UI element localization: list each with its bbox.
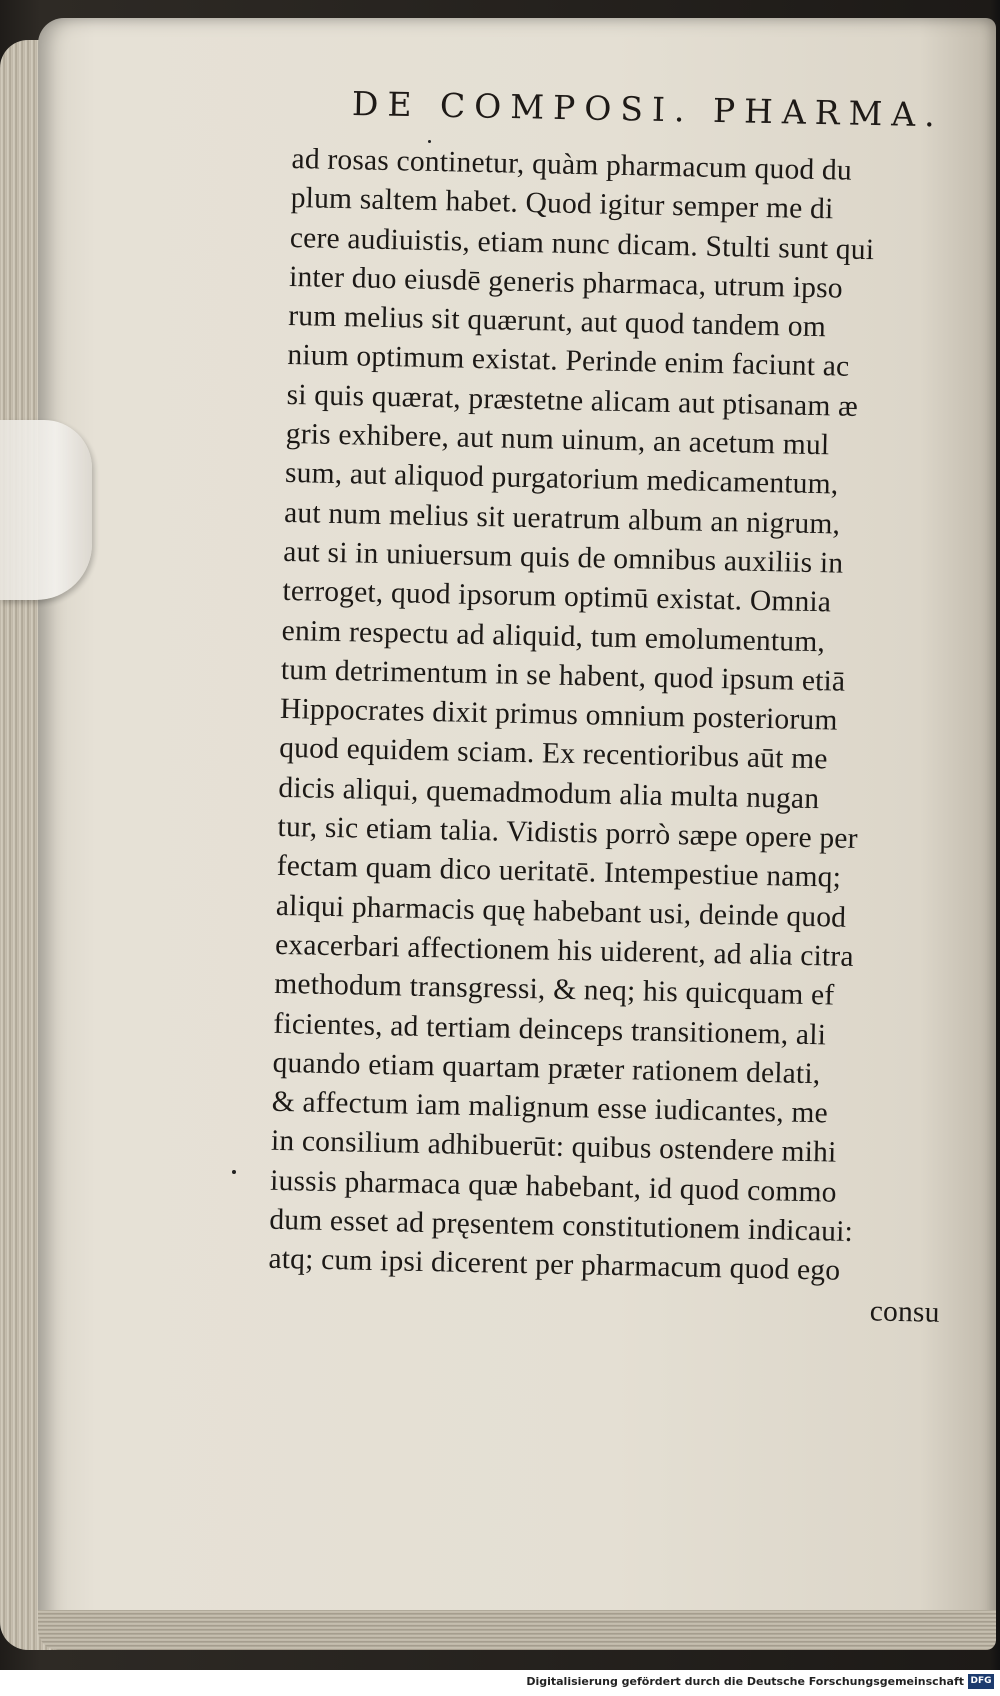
text-line: ficientes, ad tertiam deinceps transitionem, ali [273, 1007, 827, 1051]
text-line: ad rosas continetur, quàm pharmacum quod du [291, 142, 853, 187]
text-line: tum detrimentum in se habent, quod ipsum etiā [280, 653, 846, 698]
text-line: enim respectu ad aliquid, tum emolumentum, [281, 614, 826, 658]
text-line: exacerbari affectionem his uiderent, ad alia citra [274, 928, 855, 973]
running-head: DE COMPOSI. PHARMA. [351, 84, 945, 135]
text-line: & affectum iam malignum esse iudicantes, me [271, 1085, 829, 1130]
digitization-footer [0, 1670, 1000, 1696]
text-line: plum saltem habet. Quod igitur semper me di [290, 182, 834, 226]
text-line: sum, aut aliquod purgatorium medicamentum, [284, 457, 839, 501]
text-line: iussis pharmaca quæ habebant, id quod commo [269, 1164, 837, 1209]
dfg-logo: DFG [968, 1674, 994, 1689]
text-line: gris exhibere, aut num uinum, an acetum mul [285, 418, 830, 462]
ink-speck [232, 1170, 236, 1174]
text-line: in consilium adhibuerūt: quibus ostendere mihi [270, 1125, 837, 1170]
text-line: methodum transgressi, & neq; his quicquam ef [273, 968, 835, 1012]
page-marker-tab [0, 420, 92, 600]
text-line: inter duo eiusdē generis pharmaca, utrum ipso [288, 260, 844, 305]
page-stack-bottom [38, 1610, 996, 1650]
text-line: dum esset ad pręsentem constitutionem indicaui: [269, 1203, 854, 1248]
text-line: cere audiuistis, etiam nunc dicam. Stulti sunt qui [289, 221, 875, 266]
footer-credit: Digitalisierung gefördert durch die Deutsche Forschungsgemeinschaft [526, 1675, 964, 1688]
text-line: aut num melius sit ueratrum album an nigrum, [283, 496, 841, 541]
text-line: quando etiam quartam præter rationem delati, [272, 1046, 821, 1091]
text-line: si quis quærat, præstetne alicam aut ptisanam æ [286, 378, 859, 423]
text-line: terroget, quod ipsorum optimū existat. Omnia [282, 575, 832, 619]
text-line: nium optimum existat. Perinde enim faciunt ac [287, 339, 850, 384]
body-text [267, 140, 982, 1333]
text-line: aliqui pharmacis quę habebant usi, deinde quod [275, 889, 847, 934]
text-line: Hippocrates dixit primus omnium posteriorum [279, 693, 838, 737]
text-line: quod equidem sciam. Ex recentioribus aūt me [278, 732, 828, 776]
text-line: aut si in uniuersum quis de omnibus auxiliis in [283, 535, 844, 580]
text-line: tur, sic etiam talia. Vidistis porrò sæpe opere per [277, 810, 859, 856]
text-line: rum melius sit quærunt, aut quod tandem om [287, 300, 827, 344]
text-line: atq; cum ipsi dicerent per pharmacum quod ego [268, 1243, 841, 1288]
catchword: consu [869, 1294, 940, 1329]
text-line: fectam quam dico ueritatē. Intempestiue namq; [276, 850, 842, 895]
text-line: dicis aliqui, quemadmodum alia multa nugan [278, 771, 820, 815]
ink-speck [428, 140, 431, 143]
